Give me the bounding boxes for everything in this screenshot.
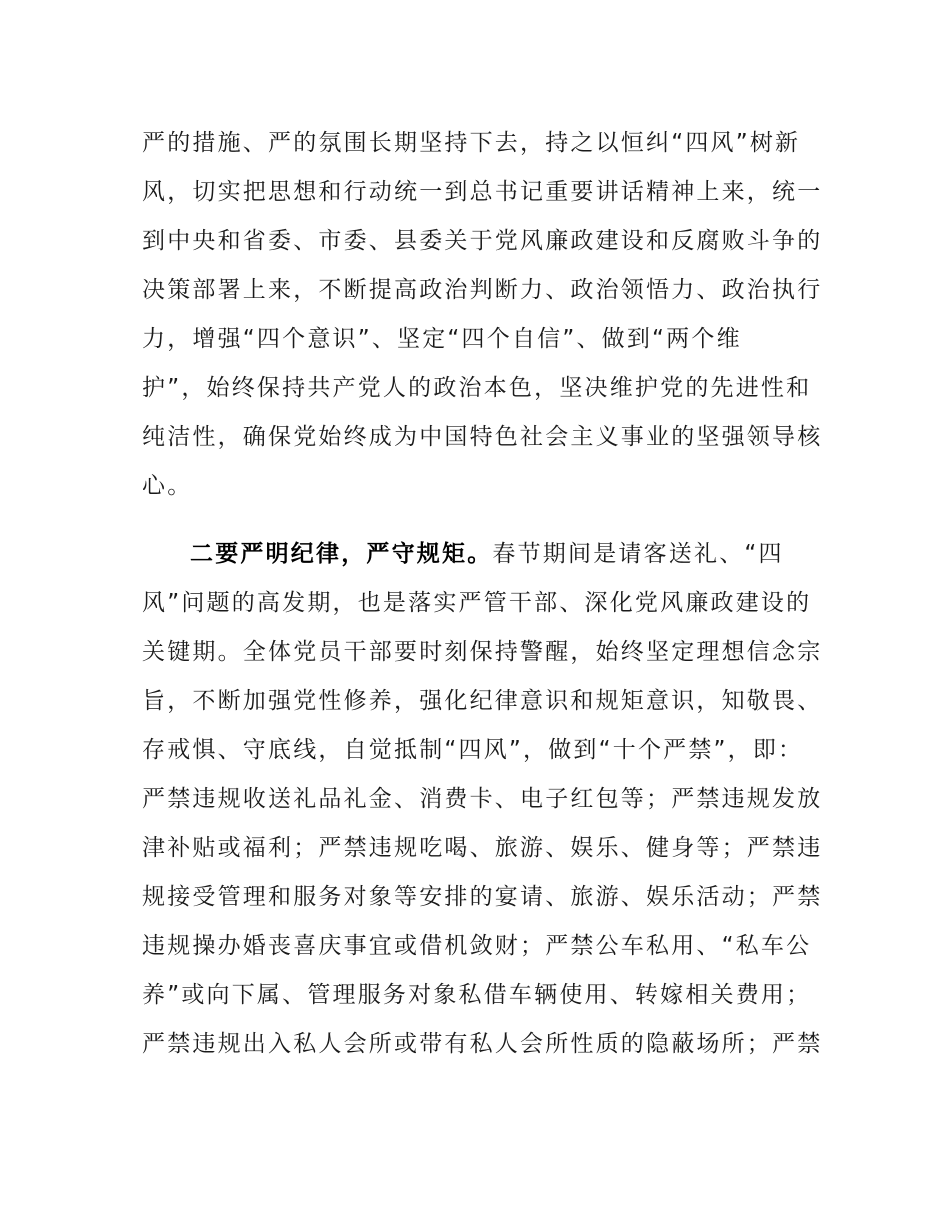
paragraph-2 [142,530,822,1069]
text-line: 严的措施、严的氛围长期坚持下去，持之以恒纠“四风”树新 [142,130,801,156]
text-span: 春节期间是请客送礼、“四 [492,541,784,567]
text-line: 养”或向下属、管理服务对象私借车辆使用、转嫁相关费用； [142,982,812,1008]
text-line: 决策部署上来，不断提高政治判断力、政治领悟力、政治执行 [142,277,823,303]
text-line: 违规操办婚丧喜庆事宜或借机敛财；严禁公车私用、“私车公 [142,933,812,959]
paragraph-2-first-line [142,530,822,579]
text-line: 纯洁性，确保党始终成为中国特色社会主义事业的坚强领导核 [142,424,823,450]
text-line: 存戒惧、守底线，自觉抵制“四风”，做到“十个严禁”，即： [142,737,804,763]
text-line: 心。 [142,473,193,499]
text-line: 力，增强“四个意识”、坚定“四个自信”、做到“两个维 [142,326,742,352]
text-line: 到中央和省委、市委、县委关于党风廉政建设和反腐败斗争的 [142,228,823,254]
text-line: 津补贴或福利；严禁违规吃喝、旅游、娱乐、健身等；严禁违 [142,835,823,861]
text-line: 旨，不断加强党性修养，强化纪律意识和规矩意识，知敬畏、 [142,688,823,714]
text-line: 关键期。全体党员干部要时刻保持警醒，始终坚定理想信念宗 [142,639,823,665]
text-line: 护”，始终保持共产党人的政治本色，坚决维护党的先进性和 [142,375,812,401]
paragraph-1 [142,119,822,511]
text-line: 风”问题的高发期，也是落实严管干部、深化党风廉政建设的 [142,590,812,616]
text-line: 规接受管理和服务对象等安排的宴请、旅游、娱乐活动；严禁 [142,884,823,910]
paragraph-heading: 二要严明纪律，严守规矩。 [190,541,493,567]
text-line: 严禁违规收送礼品礼金、消费卡、电子红包等；严禁违规发放 [142,786,823,812]
text-line: 风，切实把思想和行动统一到总书记重要讲话精神上来，统一 [142,179,823,205]
text-line: 严禁违规出入私人会所或带有私人会所性质的隐蔽场所；严禁 [142,1031,823,1057]
